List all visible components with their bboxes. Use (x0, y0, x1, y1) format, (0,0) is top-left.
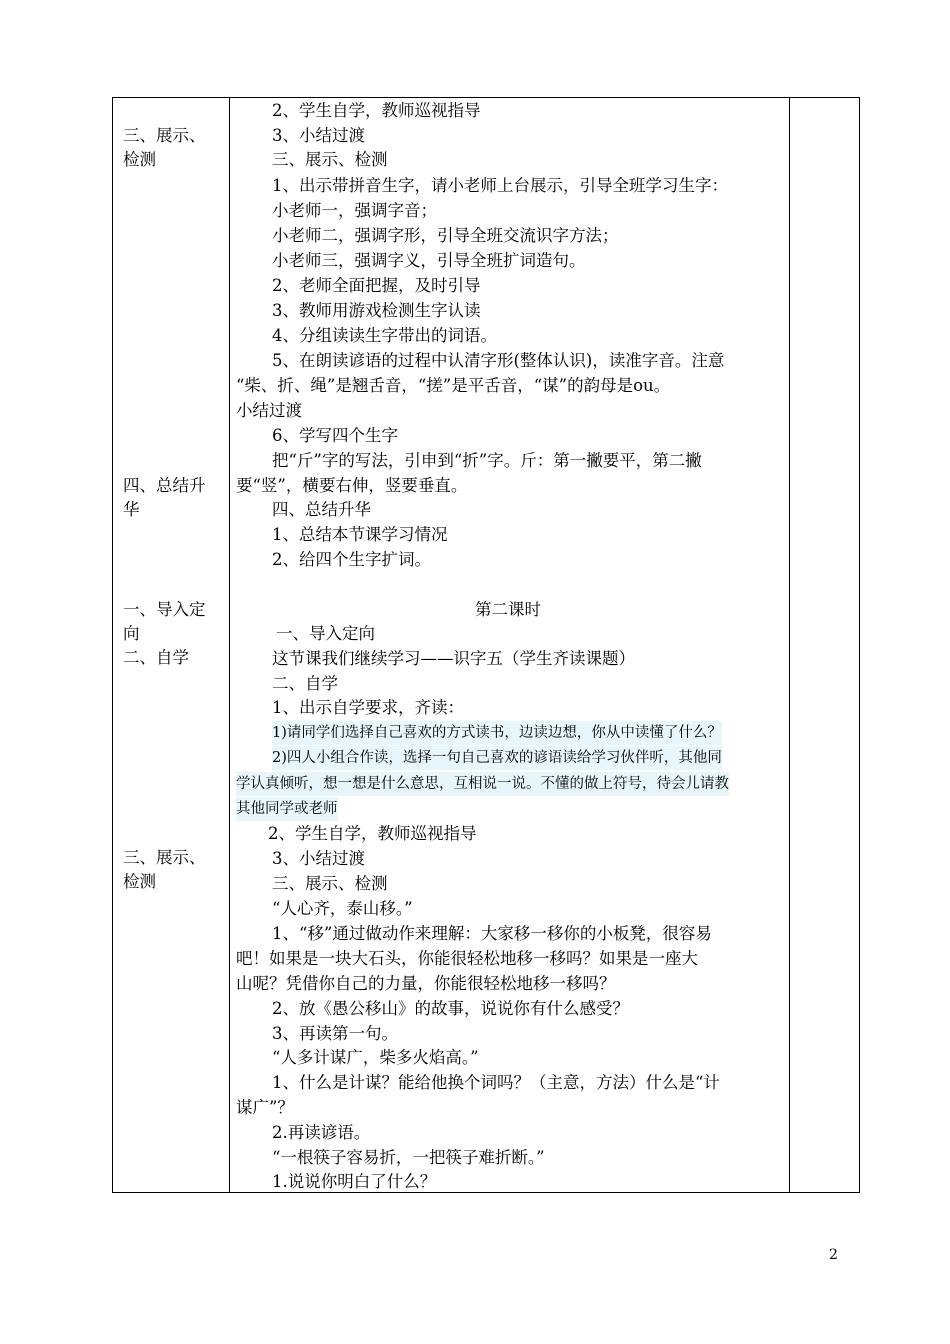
content-line: 2、学生自学，教师巡视指导 (268, 824, 477, 843)
content-line: 2、给四个生字扩词。 (272, 550, 431, 569)
highlighted-requirement: 2)四人小组合作读，选择一句自己喜欢的谚语读给学习伙伴听，其他同 (272, 746, 722, 770)
content-line: 3、小结过渡 (272, 849, 365, 868)
content-line: 1、总结本节课学习情况 (272, 525, 448, 544)
content-line: 谋广”？ (236, 1098, 294, 1117)
stage-label: 四、总结升 (123, 476, 206, 495)
content-line: 2、老师全面把握，及时引导 (272, 276, 481, 295)
content-line: 2.再读谚语。 (272, 1123, 371, 1142)
content-line: 三、展示、检测 (272, 874, 388, 893)
content-line: 1、“移”通过做动作来理解：大家移一移你的小板凳，很容易 (272, 924, 712, 943)
content-line: 5、在朗读谚语的过程中认清字形(整体认识)，读准字音。注意 (272, 351, 725, 370)
content-line: 这节课我们继续学习——识字五（学生齐读课题） (272, 649, 635, 668)
content-line: 3、再读第一句。 (272, 1024, 398, 1043)
content-line: 小结过渡 (236, 401, 302, 420)
content-line: 1.说说你明白了什么？ (272, 1172, 437, 1191)
stage-label: 向 (123, 624, 140, 643)
stage-label: 一、导入定 (123, 600, 206, 619)
proverb-line: “人心齐，泰山移。” (272, 899, 413, 918)
content-line: 3、小结过渡 (272, 126, 365, 145)
content-line: 把“斤”字的写法，引申到“折”字。斤：第一撇要平，第二撇 (272, 451, 702, 470)
content-line: 小老师一，强调字音； (272, 201, 437, 220)
content-line: 吧！如果是一块大石头，你能很轻松地移一移吗？如果是一座大 (236, 949, 698, 968)
stage-label: 检测 (123, 872, 156, 891)
content-line: 要“竖”，横要右伸，竖要垂直。 (236, 476, 468, 495)
content-line: 1、出示带拼音生字，请小老师上台展示，引导全班学习生字： (272, 176, 728, 195)
stage-label: 三、展示、 (123, 126, 206, 145)
column-divider-left (229, 98, 230, 1192)
highlighted-requirement: 学认真倾听，想一想是什么意思，互相说一说。不懂的做上符号，待会儿请教 (236, 772, 729, 796)
content-line: 4、分组读读生字带出的词语。 (272, 326, 497, 345)
highlighted-requirement: 1)请同学们选择自己喜欢的方式读书，边读边想，你从中读懂了什么？ (272, 721, 722, 745)
content-line: 二、自学 (272, 674, 338, 693)
page-number: 2 (829, 1247, 838, 1263)
content-line: “柴、折、绳”是翘舌音，“搓”是平舌音，“谋”的韵母是ou。 (236, 376, 671, 395)
content-line: 山呢？凭借你自己的力量，你能很轻松地移一移吗？ (236, 974, 616, 993)
content-line: 一、导入定向 (276, 624, 375, 643)
proverb-line: “人多计谋广，柴多火焰高。” (272, 1048, 479, 1067)
content-line: 小老师二，强调字形，引导全班交流识字方法； (272, 226, 619, 245)
stage-label: 二、自学 (123, 648, 189, 667)
content-line: 三、展示、检测 (272, 150, 388, 169)
content-line: 3、教师用游戏检测生字认读 (272, 301, 481, 320)
stage-label: 三、展示、 (123, 848, 206, 867)
content-line: 1、什么是计谋？能给他换个词吗？（主意，方法）什么是“计 (272, 1073, 720, 1092)
stage-label: 华 (123, 500, 140, 519)
section-heading: 第二课时 (475, 600, 541, 619)
content-line: 2、放《愚公移山》的故事，说说你有什么感受？ (272, 999, 629, 1018)
content-line: 6、学写四个生字 (272, 426, 398, 445)
content-line: 1、出示自学要求，齐读： (272, 698, 464, 717)
column-divider-right (789, 98, 790, 1192)
content-line: 四、总结升华 (272, 500, 371, 519)
content-line: 小老师三，强调字义，引导全班扩词造句。 (272, 251, 586, 270)
proverb-line: “一根筷子容易折，一把筷子难折断。” (272, 1148, 545, 1167)
stage-label: 检测 (123, 150, 156, 169)
content-line: 2、学生自学，教师巡视指导 (272, 101, 481, 120)
highlighted-requirement: 其他同学或老师 (236, 797, 338, 821)
